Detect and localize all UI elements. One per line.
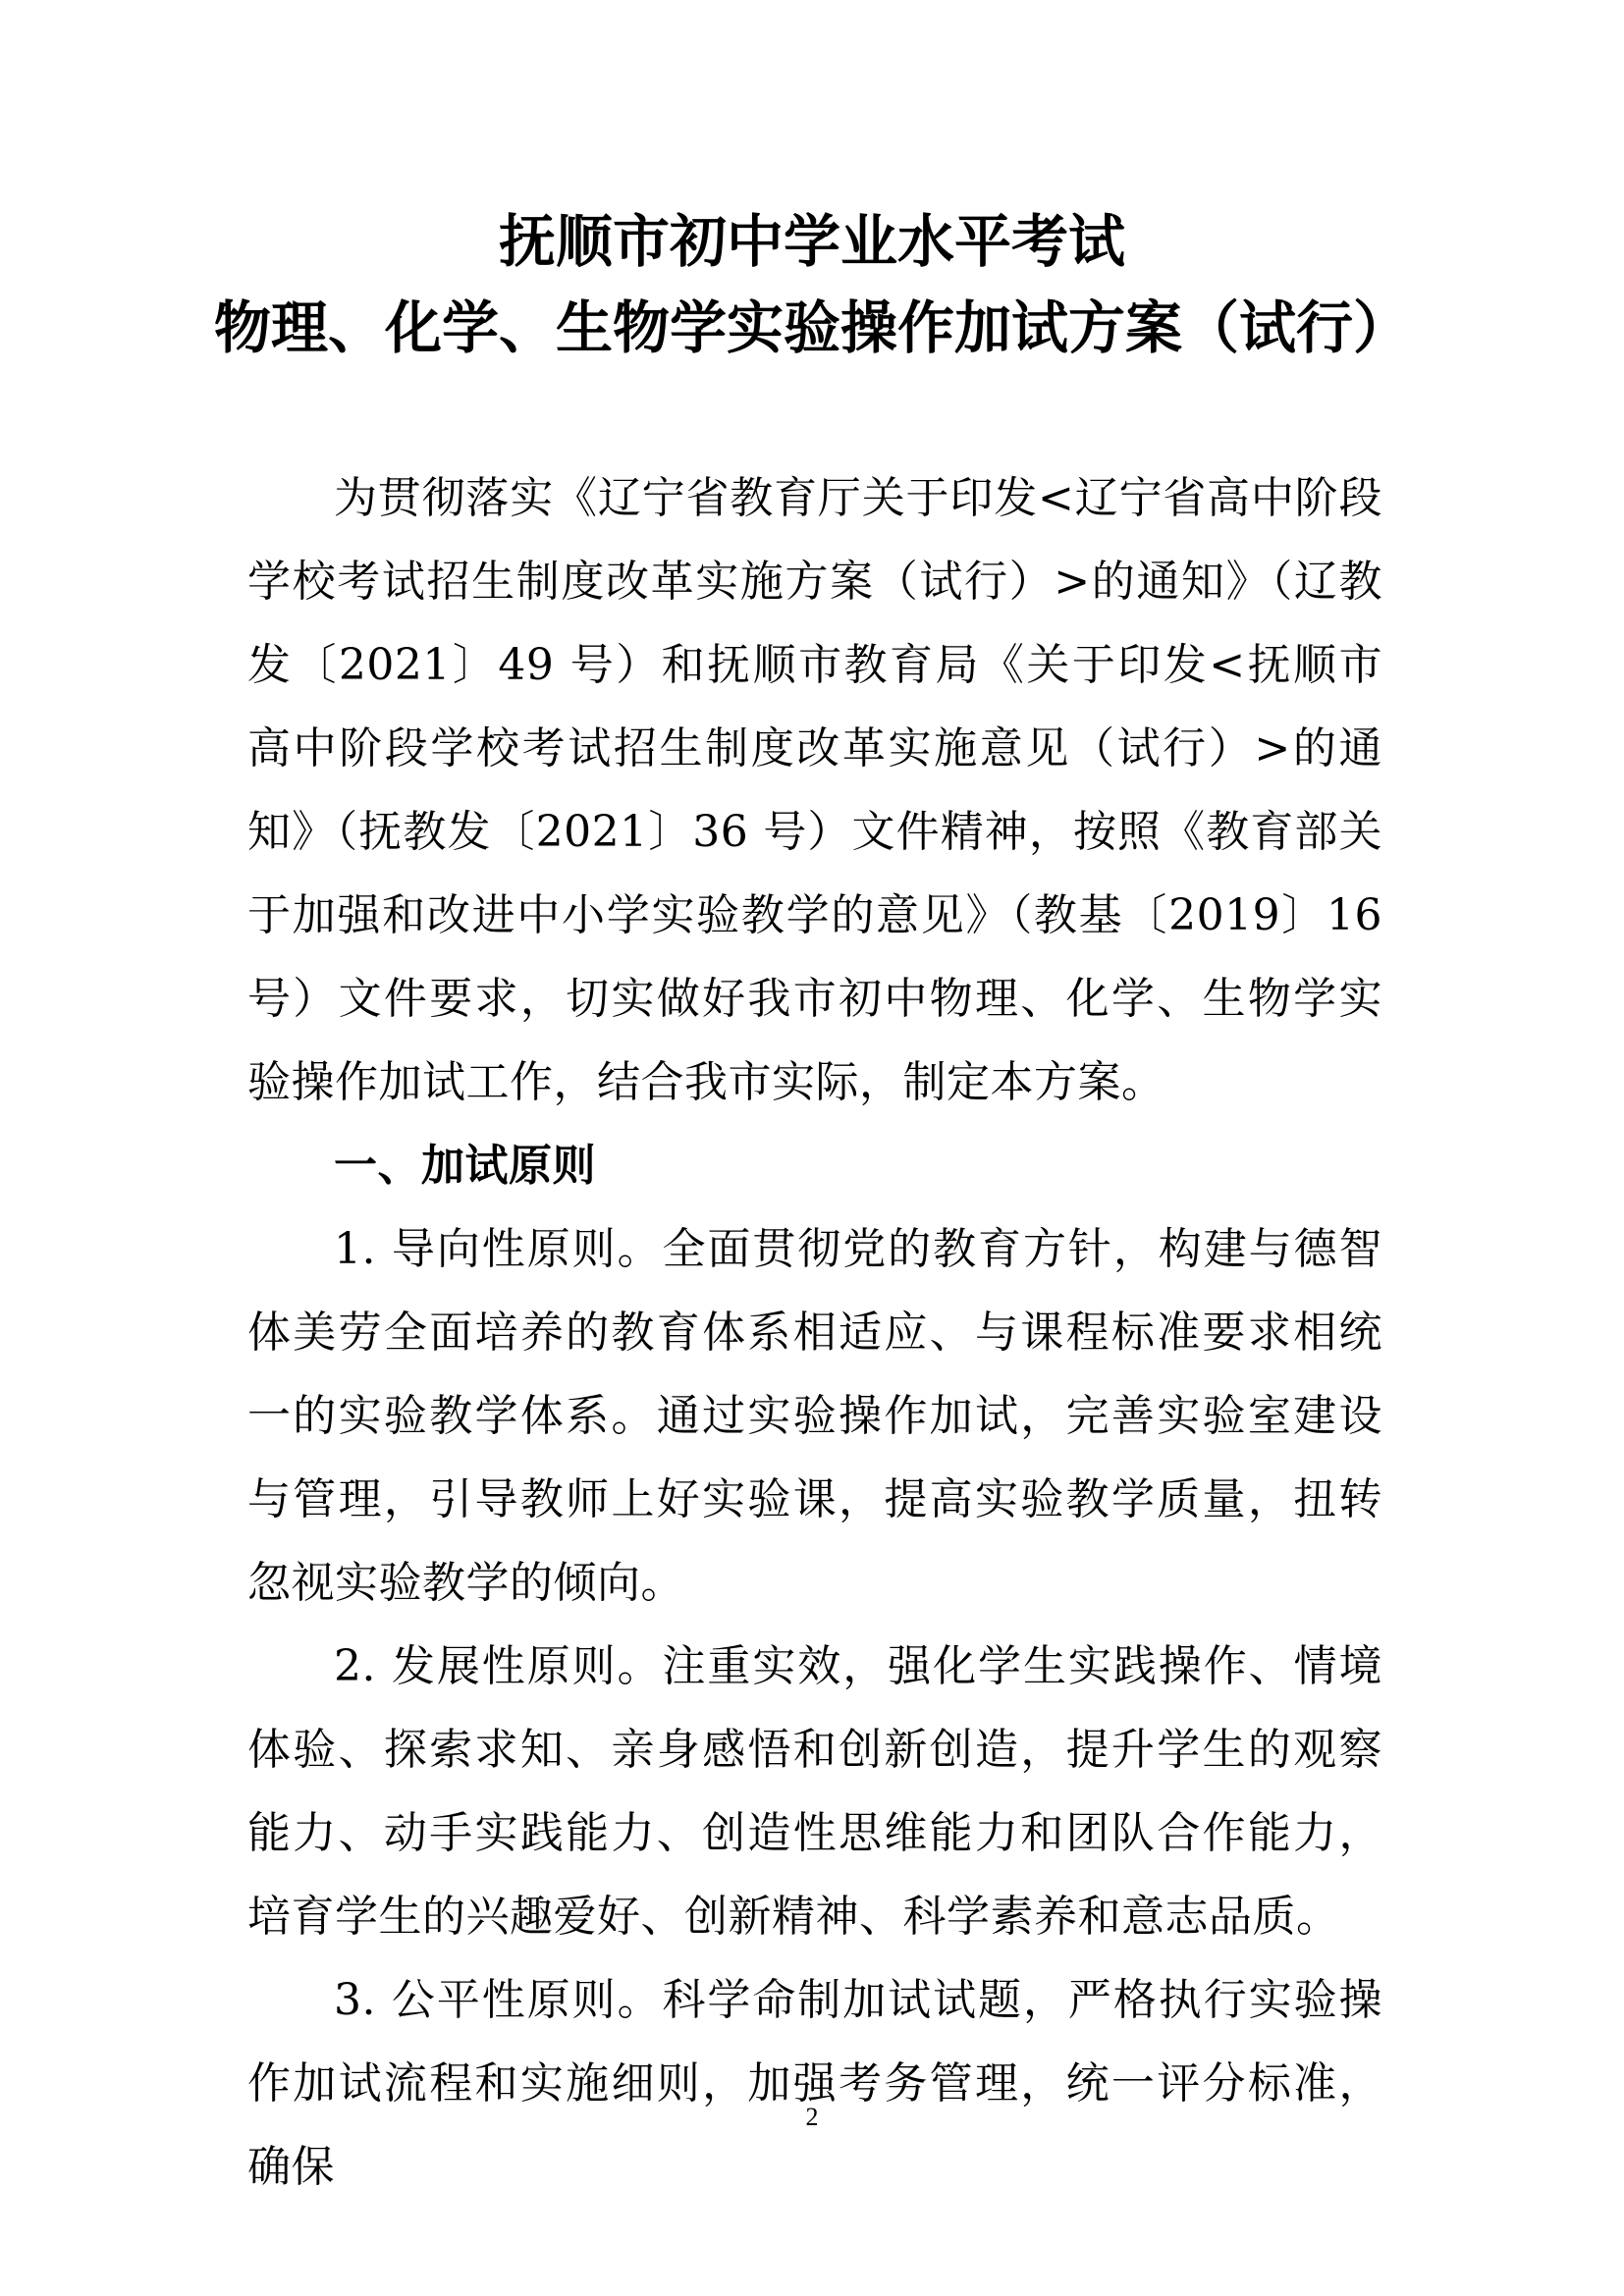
document-body — [247, 456, 1382, 2209]
principle-paragraph-development: 2. 发展性原则。注重实效，强化学生实践操作、情境体验、探索求知、亲身感悟和创新创造，提升学生的观察能力、动手实践能力、创造性思维能力和团队合作能力，培育学生的兴趣爱好、创新精神、科学素养和意志品质。 — [247, 1641, 1382, 1942]
section-heading-principles: 一、加试原则 — [334, 1141, 596, 1191]
intro-paragraph: 为贯彻落实《辽宁省教育厅关于印发<辽宁省高中阶段学校考试招生制度改革实施方案（试行）>的通知》（辽教发〔2021〕49 号）和抚顺市教育局《关于印发<抚顺市高中阶段学校考试招生制度改革实施意见（试行）>的通知》（抚教发〔2021〕36 号）文件精神，按照《教育部关于加强和改进中小学实验教学的意见》（教基〔2019〕16 号）文件要求，切实做好我市初中物理、化学、生物学实验操作加试工作，结合我市实际，制定本方案。 — [247, 473, 1382, 1107]
document-title-line-2: 物理、化学、生物学实验操作加试方案（试行） — [213, 294, 1410, 361]
document-title-line-1: 抚顺市初中学业水平考试 — [498, 208, 1125, 275]
principle-paragraph-fairness: 3. 公平性原则。科学命制加试试题，严格执行实验操作加试流程和实施细则，加强考务管理，统一评分标准，确保 — [247, 1975, 1382, 2192]
page-number: 2 — [805, 2103, 819, 2131]
principle-paragraph-guidance: 1. 导向性原则。全面贯彻党的教育方针，构建与德智体美劳全面培养的教育体系相适应、与课程标准要求相统一的实验教学体系。通过实验操作加试，完善实验室建设与管理，引导教师上好实验课，提高实验教学质量，扭转忽视实验教学的倾向。 — [247, 1224, 1382, 1608]
